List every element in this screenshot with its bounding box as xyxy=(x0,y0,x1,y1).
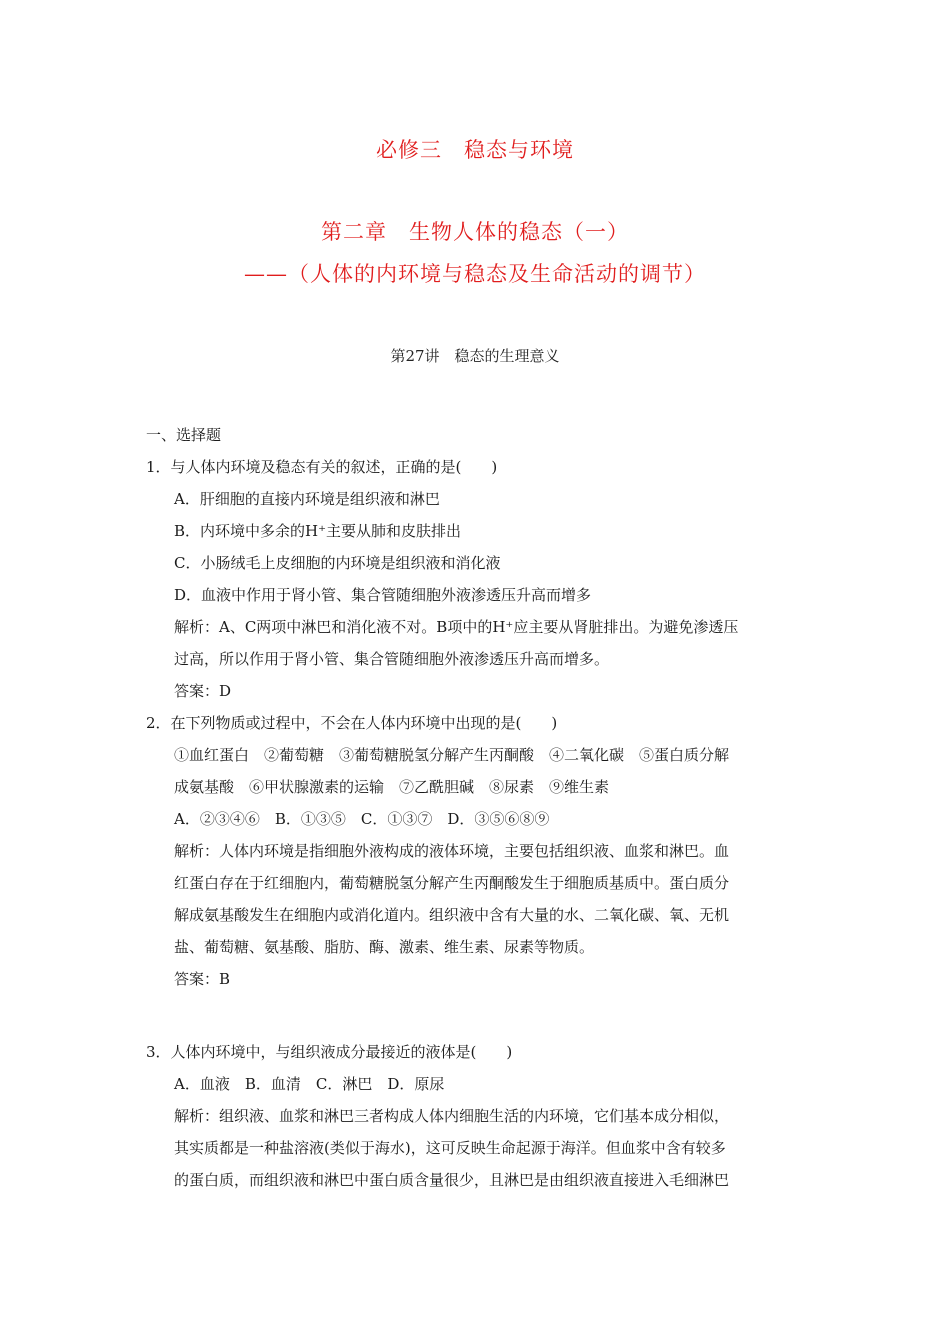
q2-stem: 2．在下列物质或过程中，不会在人体内环境中出现的是( ) xyxy=(146,714,558,732)
q1-stem: 1．与人体内环境及稳态有关的叙述，正确的是( ) xyxy=(146,458,498,476)
q2-items-line2: 成氨基酸 ⑥甲状腺激素的运输 ⑦乙酰胆碱 ⑧尿素 ⑨维生素 xyxy=(174,778,610,796)
q2-options: A．②③④⑥ B．①③⑤ C．①③⑦ D．③⑤⑥⑧⑨ xyxy=(174,810,550,828)
q1-option-b: B．内环境中多余的H⁺主要从肺和皮肤排出 xyxy=(174,522,462,540)
q3-analysis-line1: 解析：组织液、血浆和淋巴三者构成人体内细胞生活的内环境，它们基本成分相似， xyxy=(174,1107,730,1125)
chapter-title: 第二章 生物人体的稳态（一） xyxy=(321,220,629,244)
q3-analysis-line2: 其实质都是一种盐溶液(类似于海水)，这可反映生命起源于海洋。但血浆中含有较多 xyxy=(174,1139,726,1157)
q2-analysis-line4: 盐、葡萄糖、氨基酸、脂肪、酶、激素、维生素、尿素等物质。 xyxy=(174,938,595,956)
q1-answer: 答案：D xyxy=(174,682,232,700)
chapter-subtitle: ——（人体的内环境与稳态及生命活动的调节） xyxy=(244,262,706,286)
q2-analysis-line3: 解成氨基酸发生在细胞内或消化道内。组织液中含有大量的水、二氧化碳、氧、无机 xyxy=(174,906,730,924)
lecture-title: 第27讲 稳态的生理意义 xyxy=(390,347,560,365)
q3-stem: 3．人体内环境中，与组织液成分最接近的液体是( ) xyxy=(146,1043,513,1061)
section-heading: 一、选择题 xyxy=(146,426,222,444)
q2-items-line1: ①血红蛋白 ②葡萄糖 ③葡萄糖脱氢分解产生丙酮酸 ④二氧化碳 ⑤蛋白质分解 xyxy=(174,746,730,764)
q3-analysis-line3: 的蛋白质，而组织液和淋巴中蛋白质含量很少，且淋巴是由组织液直接进入毛细淋巴 xyxy=(174,1171,730,1189)
q2-analysis-line1: 解析：人体内环境是指细胞外液构成的液体环境，主要包括组织液、血浆和淋巴。血 xyxy=(174,842,730,860)
q1-option-d: D．血液中作用于肾小管、集合管随细胞外液渗透压升高而增多 xyxy=(174,586,592,604)
q1-analysis-line2: 过高，所以作用于肾小管、集合管随细胞外液渗透压升高而增多。 xyxy=(174,650,610,668)
q1-analysis-line1: 解析：A、C两项中淋巴和消化液不对。B项中的H⁺应主要从肾脏排出。为避免渗透压 xyxy=(174,618,739,636)
book-title: 必修三 稳态与环境 xyxy=(376,138,574,162)
q2-answer: 答案：B xyxy=(174,970,231,988)
q1-option-c: C．小肠绒毛上皮细胞的内环境是组织液和消化液 xyxy=(174,554,501,572)
q1-option-a: A．肝细胞的直接内环境是组织液和淋巴 xyxy=(174,490,440,508)
q3-options: A．血液 B．血清 C．淋巴 D．原尿 xyxy=(174,1075,445,1093)
q2-analysis-line2: 红蛋白存在于红细胞内，葡萄糖脱氢分解产生丙酮酸发生于细胞质基质中。蛋白质分 xyxy=(174,874,730,892)
